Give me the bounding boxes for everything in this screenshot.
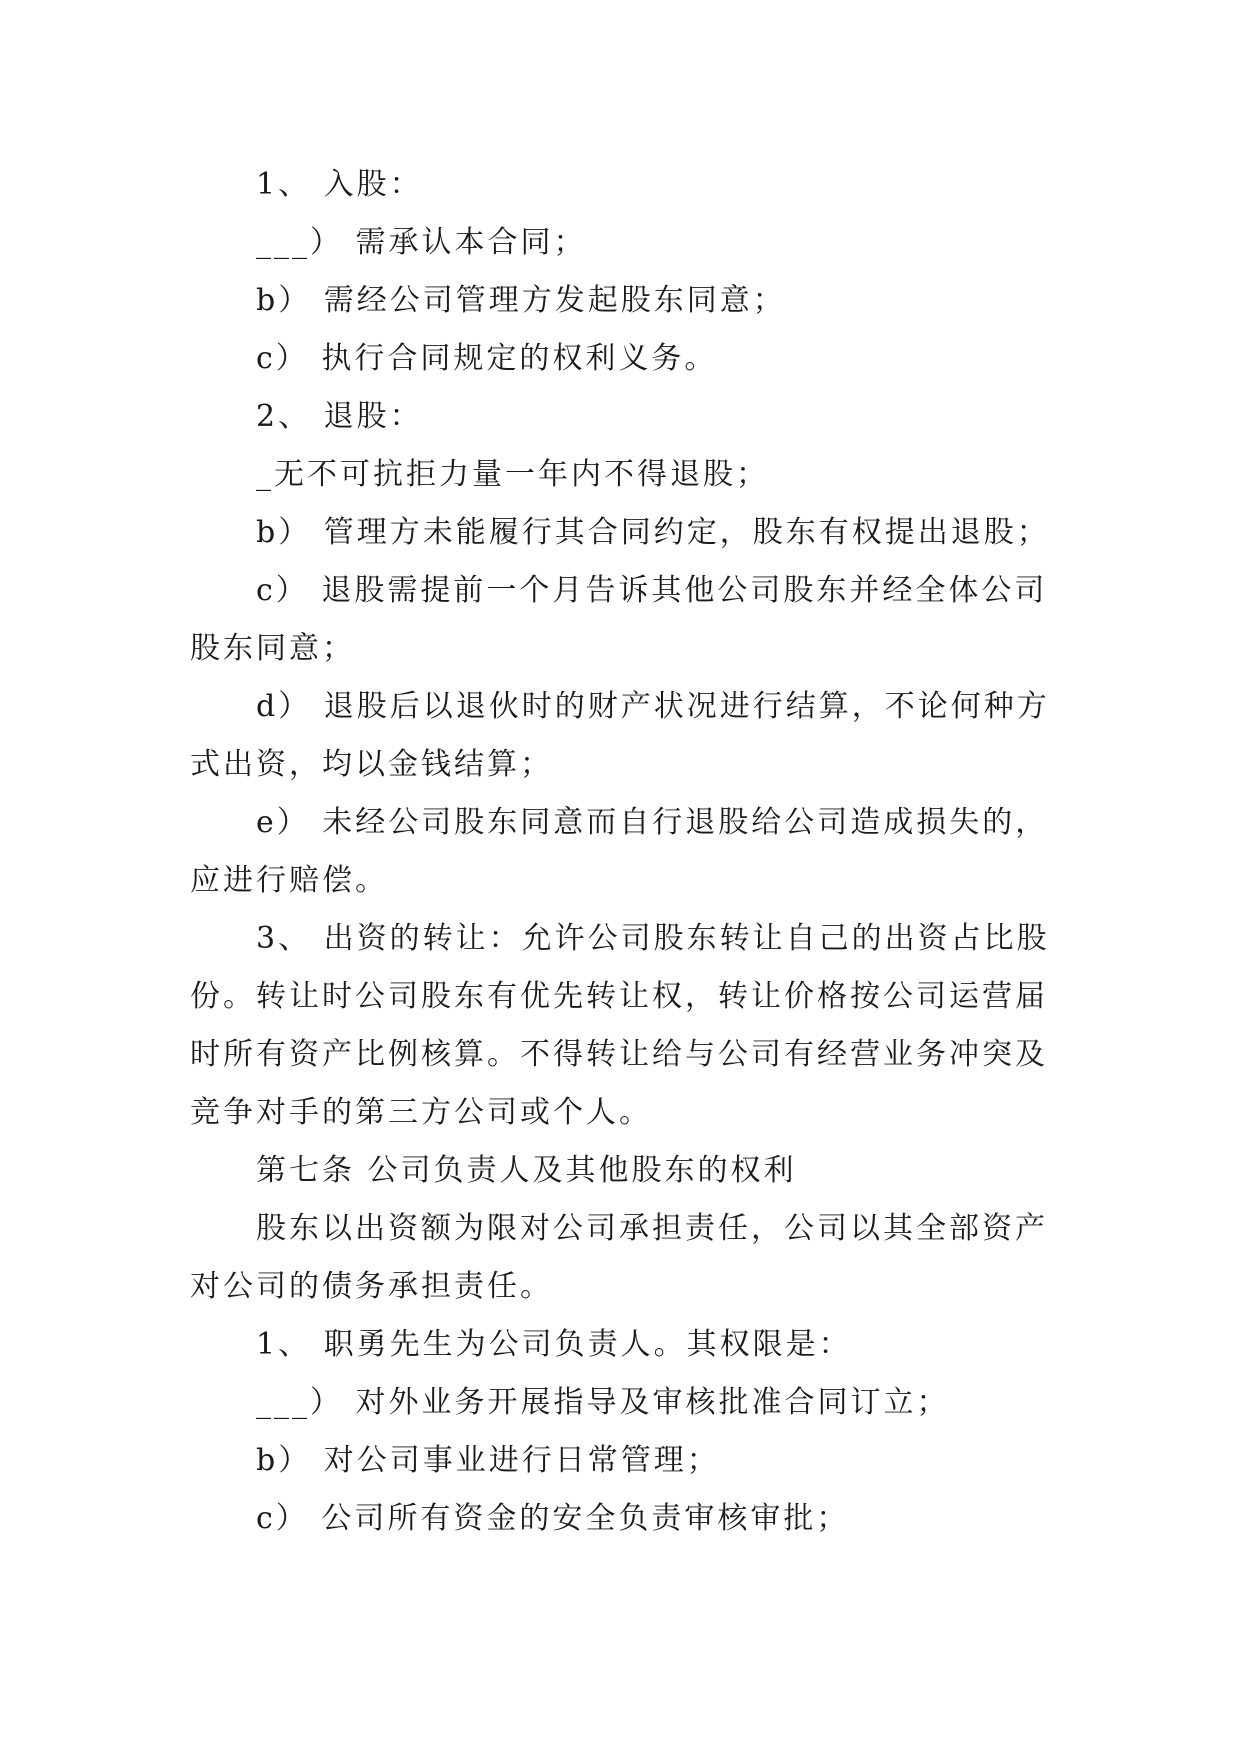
paragraph-8: c） 退股需提前一个月告诉其他公司股东并经全体公司股东同意； (190, 573, 1048, 666)
paragraph-7: b） 管理方未能履行其合同约定，股东有权提出退股； (256, 515, 1050, 550)
paragraph-17: c） 公司所有资金的安全负责审核审批； (256, 1501, 850, 1536)
paragraph-15: ___） 对外业务开展指导及审核批准合同订立； (256, 1385, 950, 1420)
paragraph-4: c） 执行合同规定的权利义务。 (256, 341, 718, 376)
paragraph-10: e） 未经公司股东同意而自行退股给公司造成损失的，应进行赔偿。 (190, 805, 1049, 898)
paragraph-9: d） 退股后以退伙时的财产状况进行结算，不论何种方式出资，均以金钱结算； (190, 689, 1050, 782)
paragraph-5: 2、 退股： (256, 399, 423, 434)
section-heading: 第七条 公司负责人及其他股东的权利 (256, 1153, 797, 1188)
paragraph-2: ___） 需承认本合同； (256, 225, 587, 260)
paragraph-3: b） 需经公司管理方发起股东同意； (256, 283, 786, 318)
paragraph-14: 1、 职勇先生为公司负责人。其权限是： (256, 1327, 852, 1362)
paragraph-1: 1、 入股： (256, 167, 423, 202)
paragraph-16: b） 对公司事业进行日常管理； (256, 1443, 720, 1478)
paragraph-13: 股东以出资额为限对公司承担责任，公司以其全部资产对公司的债务承担责任。 (190, 1211, 1048, 1304)
paragraph-6: _无不可抗拒力量一年内不得退股； (256, 457, 769, 492)
paragraph-11: 3、 出资的转让：允许公司股东转让自己的出资占比股份。转让时公司股东有优先转让权，转让价格按公司运营届时所有资产比例核算。不得转让给与公司有经营业务冲突及竞争对手的第三方公司或个人。 (190, 921, 1050, 1130)
document-body (190, 156, 1050, 1548)
